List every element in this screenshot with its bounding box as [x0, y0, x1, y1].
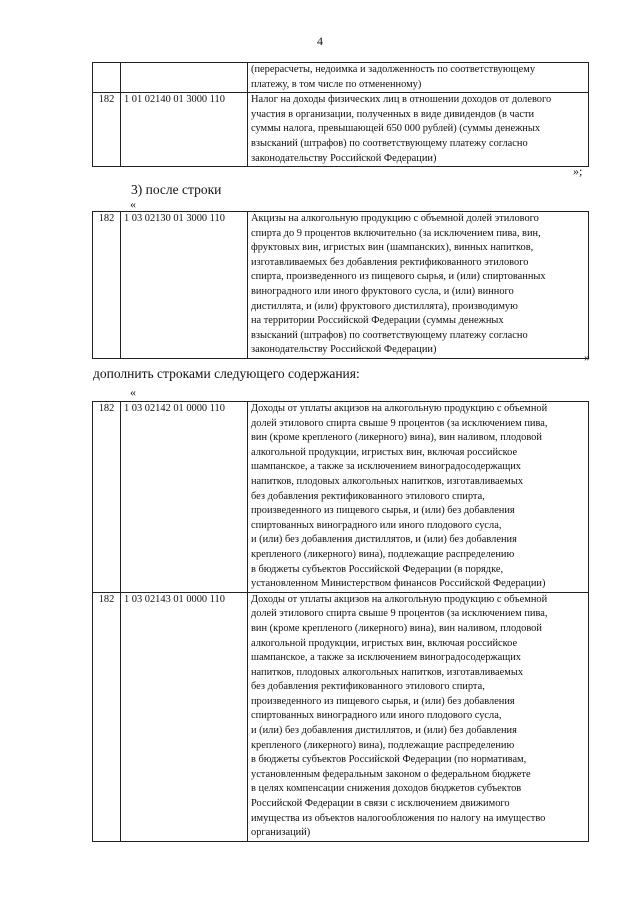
page-number: 4	[317, 34, 323, 48]
table-row	[93, 402, 589, 593]
kbk-code-cell: 1 03 02143 01 0000 110	[121, 592, 248, 841]
opening-quote: «	[130, 385, 136, 399]
after-row-heading: 3) после строки	[131, 182, 222, 197]
admin-code-cell: 182	[93, 592, 121, 841]
kbk-code-cell: 1 01 02140 01 3000 110	[121, 93, 248, 167]
table-after-row	[92, 211, 589, 359]
kbk-code-cell: 1 03 02130 01 3000 110	[121, 212, 248, 359]
table-row	[93, 63, 589, 93]
kbk-code-cell: 1 03 02142 01 0000 110	[121, 402, 248, 593]
admin-code-cell: 182	[93, 212, 121, 359]
description-cell: Акцизы на алкогольную продукцию с объемной долей этилового спирта до 9 процентов включительно (за исключением пива, вин, фруктовых вин, игристых вин (шампанских), винных напитков, изготавливаемых без добавления ректификованного этилового спирта, произведенного из пищевого сырья, и (или) спиртованных виноградного или иного фруктового сусла, и (или) винного дистиллята, и (или) фруктового дистиллята), производимую на территории Российской Федерации (суммы денежных взысканий (штрафов) по соответствующему платежу согласно законодательству Российской Федерации)	[248, 212, 589, 359]
admin-code-cell: 182	[93, 402, 121, 593]
description-cell: Доходы от уплаты акцизов на алкогольную продукцию с объемной долей этилового спирта свыше 9 процентов (за исключением пива, вин (кроме крепленого (ликерного) вина), вин наливом, плодовой алкогольной продукции, игристых вин, включая российское шампанское, а также за исключением виноградосодержащих напитков, плодовых алкогольных напитков, изготавливаемых без добавления ректификованного этилового спирта, произведенного из пищевого сырья, и (или) без добавления спиртованных виноградного или иного плодового сусла, и (или) без добавления дистиллятов, и (или) без добавления крепленого (ликерного) вина), подлежащие распределению в бюджеты субъектов Российской Федерации (по нормативам, установленным федеральным законом о федеральном бюджете в целях компенсации снижения доходов бюджетов субъектов Российской Федерации в связи с исключением движимого имущества из объектов налогообложения по налогу на имущество организаций)	[248, 592, 589, 841]
table-new-rows	[92, 401, 589, 842]
closing-quote: »;	[573, 164, 583, 178]
description-cell: Налог на доходы физических лиц в отношении доходов от долевого участия в организации, полученных в виде дивидендов (в части суммы налога, превышающей 650 000 рублей) (суммы денежных взысканий (штрафов) по соответствующему платежу согласно законодательству Российской Федерации)	[248, 93, 589, 167]
description-cell: (перерасчеты, недоимка и задолженность по соответствующему платежу, в том числе по отмененному)	[248, 63, 589, 93]
table-row	[93, 93, 589, 167]
kbk-code-cell	[121, 63, 248, 93]
description-cell: Доходы от уплаты акцизов на алкогольную продукцию с объемной долей этилового спирта свыше 9 процентов (за исключением пива, вин (кроме крепленого (ликерного) вина), вин наливом, плодовой алкогольной продукции, игристых вин, включая российское шампанское, а также за исключением виноградосодержащих напитков, плодовых алкогольных напитков, изготавливаемых без добавления ректификованного этилового спирта, произведенного из пищевого сырья, и (или) без добавления спиртованных виноградного или иного плодового сусла, и (или) без добавления дистиллятов, и (или) без добавления крепленого (ликерного) вина), подлежащие распределению в бюджеты субъектов Российской Федерации (в порядке, установленном Министерством финансов Российской Федерации)	[248, 402, 589, 593]
opening-quote: «	[130, 197, 136, 211]
table-row	[93, 592, 589, 841]
admin-code-cell: 182	[93, 93, 121, 167]
table-top	[92, 62, 589, 167]
closing-quote: »	[584, 350, 590, 364]
supplement-heading: дополнить строками следующего содержания:	[93, 366, 360, 381]
admin-code-cell	[93, 63, 121, 93]
table-row	[93, 212, 589, 359]
